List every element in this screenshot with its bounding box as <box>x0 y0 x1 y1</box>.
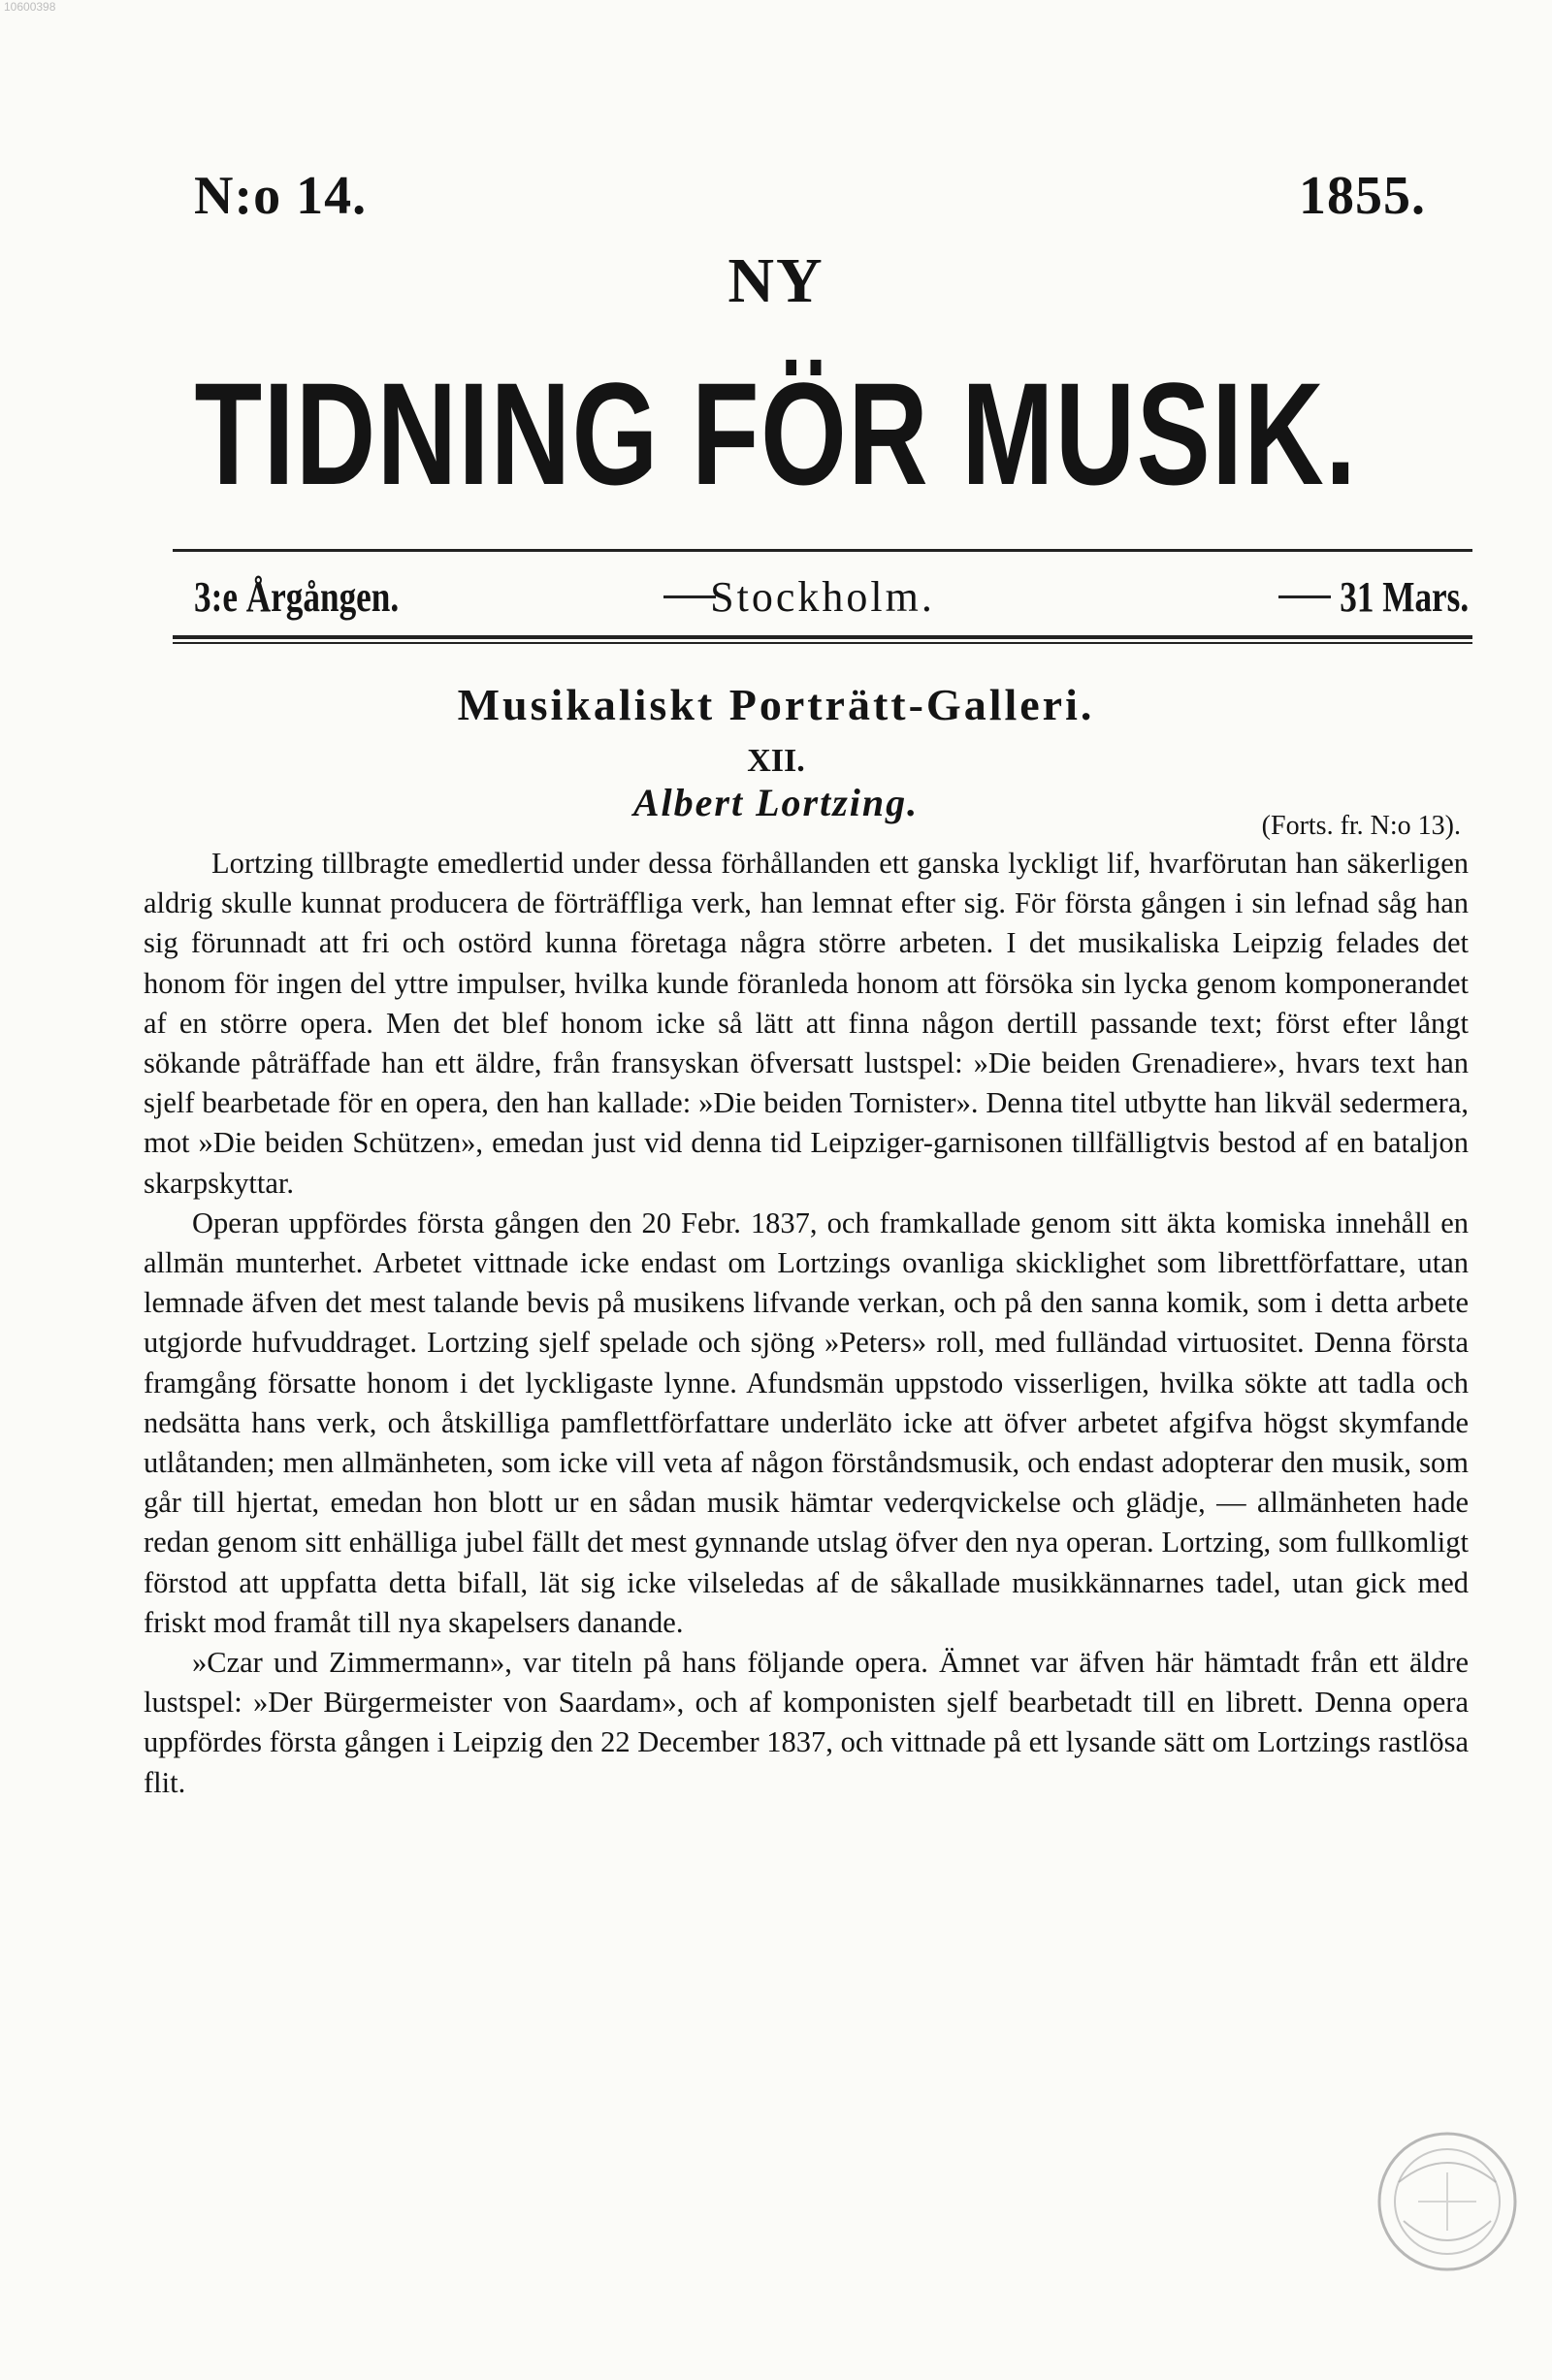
catalog-id: 10600398 <box>4 0 56 14</box>
paragraph: »Czar und Zimmermann», var titeln på hans följande opera. Ämnet var äfven här hämtadt från ett äldre lustspel: »Der Bürgermeister von Saardam», och af komponisten sjelf bearbetadt till en librett. Denna opera uppfördes första gången i Leipzig den 22 December 1837, och vittnade på ett lysande sätt om Lortzings rastlösa flit. <box>144 1646 1469 1799</box>
issue-line <box>194 165 1426 233</box>
dateline <box>173 572 1472 630</box>
issue-year: 1855. <box>1299 166 1426 226</box>
paragraph: Operan uppfördes första gången den 20 Febr. 1837, och framkallade genom sitt äkta komiska innehåll en allmän munterhet. Arbetet vittnade icke endast om Lortzings ovanliga skicklighet som librettförfattare, utan lemnade äfven det mest talande bevis på musikens lifvande verkan, och på den sanna komik, som i detta arbete utgjorde hufvuddraget. Lortzing sjelf spelade och sjöng »Peters» roll, med fulländad virtuositet. Denna första framgång försatte honom i det lyckligaste lynne. Afundsmän uppstodo visserligen, hvilka sökte att tadla och nedsätta hans verk, och åtskilliga pamflettförfattare underläto icke att öfver arbetet afgifva högst skymfande utlåtanden; men allmänheten, som icke vill veta af någon förståndsmusik, och endast adopterar den musik, som går till hjertat, emedan hon blott ur en sådan musik hämtar vederqvickelse och glädje, — allmänheten hade redan genom sitt enhälliga jubel fällt det mest gynnande utslag öfver den nya operan. Lortzing, som fullkomligt förstod att uppfatta detta bifall, lät sig icke vilseledas af de såkallade musikkännarnes tadel, utan gick med friskt mod framåt till nya skapelsers danande. <box>144 1206 1469 1639</box>
library-stamp-icon <box>1360 2114 1535 2289</box>
article-subject: Albert Lortzing. <box>632 781 920 824</box>
paragraph: Lortzing tillbragte emedlertid under dessa förhållanden ett ganska lyckligt lif, hvarförutan han säkerligen aldrig skulle kunnat producera de förträffliga verk, han lemnat efter sig. För första gången i sin lefnad såg han sig förunnadt att fri och ostörd kunna företaga några större arbeten. I det musikaliska Leipzig felades det honom för ingen del yttre impulser, hvilka kunde föranleda honom att försöka sin lycka genom komponerandet af en större opera. Men det blef honom icke så lätt att finna någon dertill passande text; först efter långt sökande påträffade han ett äldre, från fransyskan öfversatt lustspel: »Die beiden Grenadiere», hvars text han sjelf bearbetade för en opera, den han kallade: »Die beiden Tornister». Denna titel utbytte han likväl sedermera, mot »Die beiden Schützen», emedan just vid denna tid Leipziger-garnisonen tillfälligtvis bestod af en bataljon skarpskyttar. <box>144 847 1469 1200</box>
section-title: Musikaliskt Porträtt-Galleri. <box>457 680 1095 729</box>
city-label: Stockholm. <box>710 573 935 621</box>
masthead-prefix: NY <box>728 245 824 316</box>
article-body <box>144 844 1469 1803</box>
date-label: 31 Mars. <box>1340 573 1469 621</box>
header-rule-bottom-thin <box>173 642 1472 644</box>
volume-label: 3:e Årgången. <box>194 573 400 621</box>
section-number: XII. <box>747 743 805 779</box>
masthead-title: TIDNING FÖR MUSIK. <box>194 352 1358 515</box>
header-rule-bottom <box>173 635 1472 639</box>
continuation-note: (Forts. fr. N:o 13). <box>1261 811 1461 841</box>
header-rule-top <box>173 549 1472 552</box>
dateline-dash <box>1278 595 1331 598</box>
issue-number: N:o 14. <box>194 166 368 226</box>
